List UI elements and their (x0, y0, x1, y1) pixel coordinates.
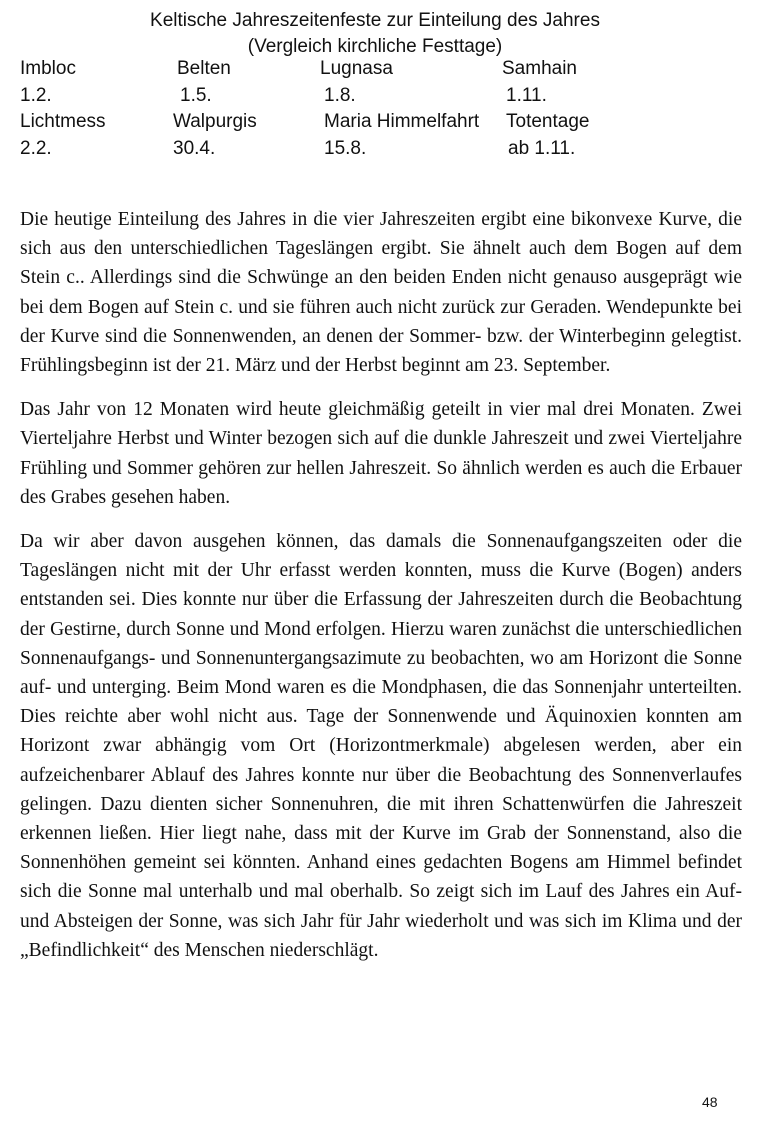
paragraph: Da wir aber davon ausgehen können, das damals die Sonnenaufgangszeiten oder die Tageslängen nicht mit der Uhr erfasst werden konnten, muss die Kurve (Bogen) anders entstanden sei. Dies konnte nur über die Erfassung der Jahreszeiten durch die Beobachtung der Gestirne, durch Sonne und Mond erfolgen. Hierzu waren zunächst die unterschiedlichen Sonnenaufgangs- und Sonnenuntergangsazimute zu beobachten, wo am Horizont die Sonne auf- und unterging. Beim Mond waren es die Mondphasen, die das Sonnenjahr unterteilten. Dies reichte aber wohl nicht aus. Tage der Sonnenwende und Äquinoxien konnten am Horizont zwar abhängig vom Ort (Horizontmerkmale) abgelesen werden, aber ein aufzeichenbarer Ablauf des Jahres konnte nur über die Beobachtung des Sonnenverlaufes gelingen. Dazu dienten sicher Sonnenuhren, die mit ihren Schattenwürfen die Jahreszeit erkennen ließen. Hier liegt nahe, dass mit der Kurve im Grab der Sonnenstand, also die Sonnenhöhen gemeint sei könnten. Anhand eines gedachten Bogens am Himmel befindet sich die Sonne mal unterhalb und mal oberhalb. So zeigt sich im Lauf des Jahres ein Auf- und Absteigen der Sonne, was sich Jahr für Jahr wiederholt und was sich im Klima und der „Befindlichkeit“ des Menschen niederschlägt. (20, 531, 742, 961)
church-feast-name: Lichtmess (20, 111, 106, 132)
paragraph: Das Jahr von 12 Monaten wird heute gleichmäßig geteilt in vier mal drei Monaten. Zwei Vierteljahre Herbst und Winter bezogen sich auf die dunkle Jahreszeit und zwei Vierteljahre Frühling und Sommer gehören zur hellen Jahreszeit. So ähnlich werden es auch die Erbauer des Grabes gesehen haben. (20, 399, 742, 508)
festival-date: 1.5. (180, 84, 212, 106)
church-feast-date: 2.2. (20, 137, 52, 159)
church-feast-date: ab 1.11. (508, 137, 576, 159)
festival-date: 1.8. (324, 84, 356, 106)
church-feast-date: 30.4. (173, 137, 216, 159)
festival-name: Samhain (502, 58, 577, 79)
church-feast-date: 15.8. (324, 137, 367, 159)
table-subtitle: (Vergleich kirchliche Festtage) (247, 36, 503, 57)
festival-date: 1.11. (506, 84, 547, 106)
page-number: 48 (702, 1094, 718, 1110)
church-feast-name: Maria Himmelfahrt (324, 111, 480, 132)
page-header (0, 8, 768, 60)
church-feast-name: Totentage (506, 111, 590, 132)
festival-name: Imbloc (20, 58, 76, 79)
table-title: Keltische Jahreszeitenfeste zur Einteilung des Jahres (150, 10, 600, 31)
festival-date: 1.2. (20, 84, 52, 106)
church-feast-name: Walpurgis (173, 111, 257, 132)
festival-name: Lugnasa (320, 58, 393, 79)
festival-name: Belten (177, 58, 231, 79)
paragraph: Die heutige Einteilung des Jahres in die vier Jahreszeiten ergibt eine bikonvexe Kurve, die sich aus den unterschiedlichen Tageslängen ergibt. Sie ähnelt auch dem Bogen auf dem Stein c.. Allerdings sind die Schwünge an den beiden Enden nicht genauso ausgeprägt wie bei dem Bogen auf Stein c. und sie führen auch nicht zurück zur Geraden. Wendepunkte bei der Kurve sind die Sonnenwenden, an denen der Sommer- bzw. der Winterbeginn gelegtist. Frühlingsbeginn ist der 21. März und der Herbst beginnt am 23. September. (20, 209, 742, 377)
body-text (20, 205, 742, 980)
